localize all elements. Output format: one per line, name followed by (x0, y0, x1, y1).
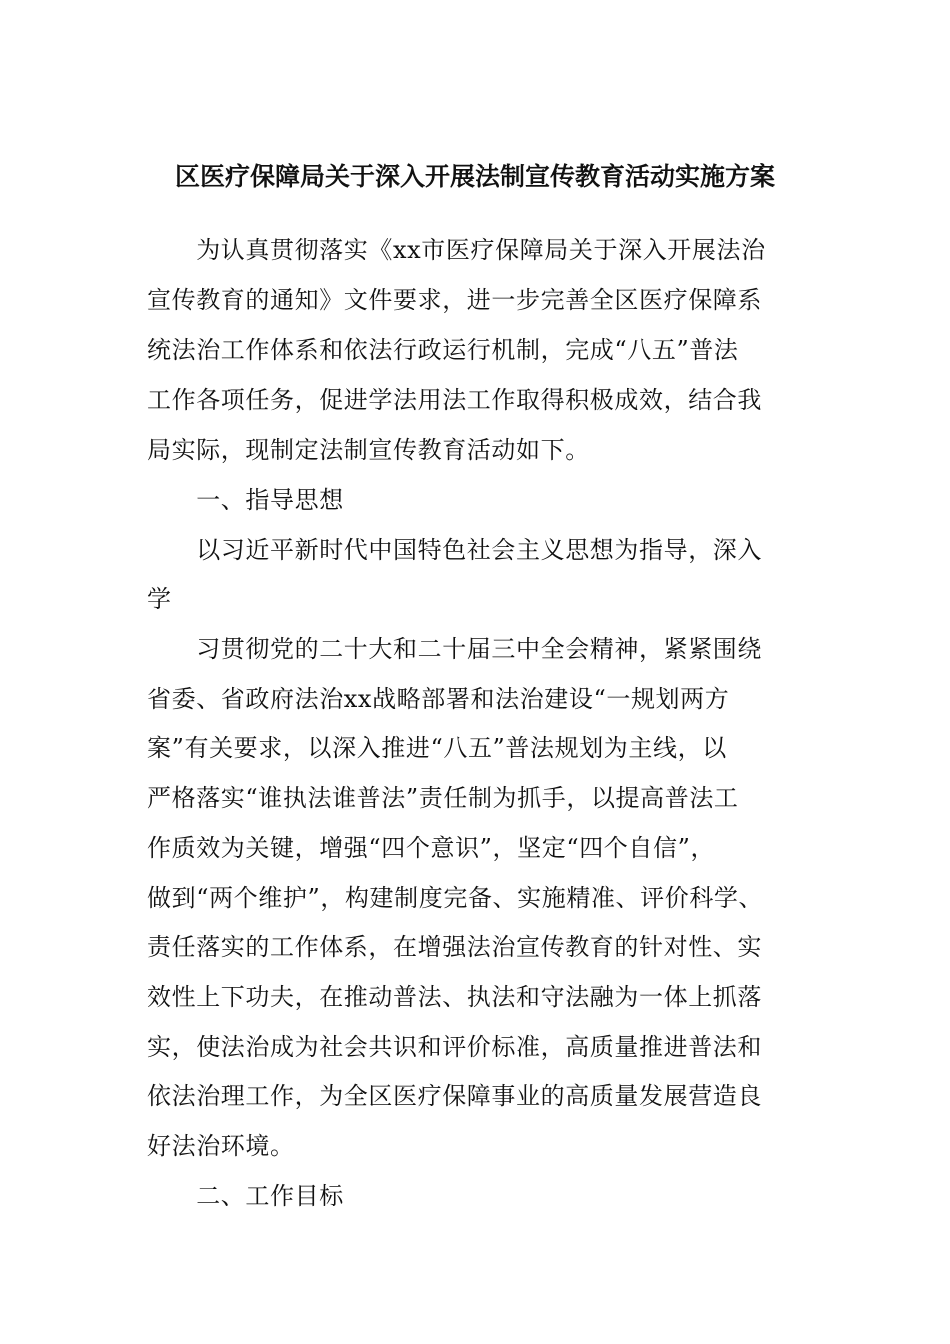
paragraph-line: 严格落实“谁执法谁普法”责任制为抓手，以提高普法工 (147, 784, 739, 812)
paragraph-line: 局实际，现制定法制宣传教育活动如下。 (147, 436, 590, 464)
section-heading: 二、工作目标 (147, 1182, 344, 1210)
paragraph-line: 案”有关要求，以深入推进“八五”普法规划为主线，以 (147, 734, 727, 762)
section-heading: 一、指导思想 (147, 486, 344, 514)
paragraph-line: 省委、省政府法治xx战略部署和法治建设“一规划两方 (147, 685, 730, 713)
paragraph-line: 责任落实的工作体系，在增强法治宣传教育的针对性、实 (147, 933, 762, 961)
paragraph-line: 效性上下功夫，在推动普法、执法和守法融为一体上抓落 (147, 983, 762, 1011)
paragraph-line: 好法治环境。 (147, 1132, 295, 1160)
paragraph-line: 实，使法治成为社会共识和评价标准，高质量推进普法和 (147, 1033, 762, 1061)
paragraph-line: 习贯彻党的二十大和二十届三中全会精神，紧紧围绕 (147, 635, 762, 663)
paragraph-line: 作质效为关键，增强“四个意识”，坚定“四个自信”， (147, 834, 716, 862)
paragraph-line: 工作各项任务，促进学法用法工作取得积极成效，结合我 (147, 386, 762, 414)
paragraph-line: 宣传教育的通知》文件要求，进一步完善全区医疗保障系 (147, 286, 762, 314)
paragraph-line: 为认真贯彻落实《xx市医疗保障局关于深入开展法治 (147, 236, 766, 264)
paragraph-line: 以习近平新时代中国特色社会主义思想为指导，深入 (147, 536, 762, 564)
paragraph-line: 依法治理工作，为全区医疗保障事业的高质量发展营造良 (147, 1082, 762, 1110)
paragraph-line: 学 (147, 585, 172, 613)
paragraph-line: 做到“两个维护”，构建制度完备、实施精准、评价科学、 (147, 884, 764, 912)
paragraph-line: 统法治工作体系和依法行政运行机制，完成“八五”普法 (147, 336, 739, 364)
document-title: 区医疗保障局关于深入开展法制宣传教育活动实施方案 (174, 162, 775, 191)
